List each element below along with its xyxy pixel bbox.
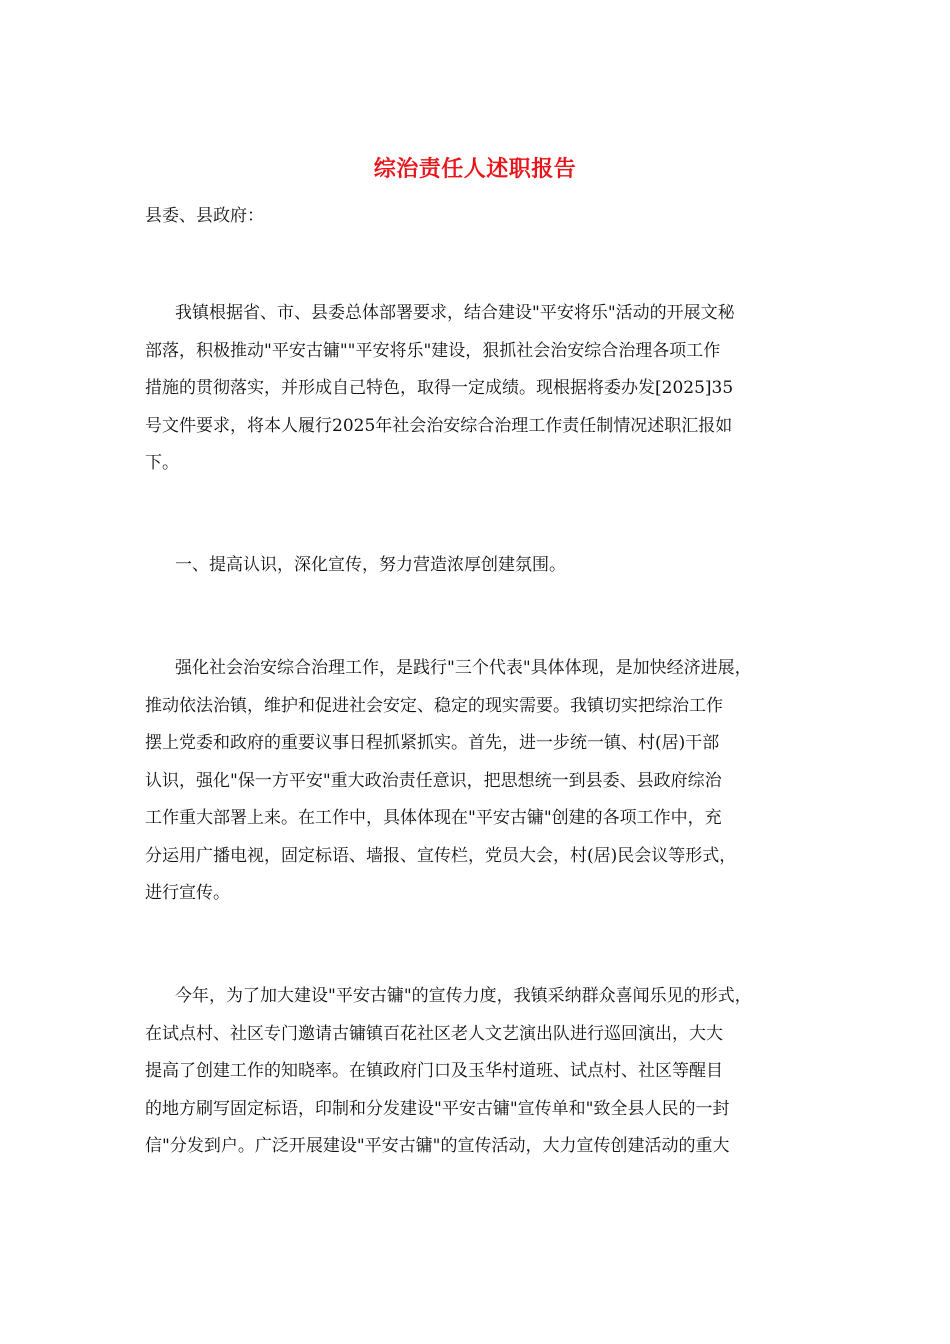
- paragraph-line: 一、提高认识，深化宣传，努力营造浓厚创建氛围。: [175, 555, 566, 575]
- paragraph-line: 进行宣传。: [145, 883, 230, 903]
- paragraph-line: 部落，积极推动"平安古镛""平安将乐"建设，狠抓社会治安综合治理各项工作: [145, 340, 721, 361]
- paragraph-promotion: [145, 978, 810, 1166]
- paragraph-line: 我镇根据省、市、县委总体部署要求，结合建设"平安将乐"活动的开展文秘: [175, 303, 735, 323]
- paragraph-line: 下。: [145, 453, 179, 473]
- salutation: 县委、县政府：: [145, 206, 264, 226]
- paragraph-line: 强化社会治安综合治理工作，是践行"三个代表"具体体现，是加快经济进展，: [175, 658, 752, 678]
- paragraph-line: 工作重大部署上来。在工作中，具体体现在"平安古镛"创建的各项工作中，充: [145, 808, 722, 828]
- document-title: 综治责任人述职报告: [373, 156, 577, 182]
- paragraph-intro: [145, 295, 810, 483]
- paragraph-line: 的地方刷写固定标语，印制和分发建设"平安古镛"宣传单和"致全县人民的一封: [145, 1098, 730, 1119]
- paragraph-awareness: [145, 650, 810, 913]
- paragraph-line: 号文件要求，将本人履行2025年社会治安综合治理工作责任制情况述职汇报如: [145, 415, 733, 436]
- paragraph-line: 信"分发到户。广泛开展建设"平安古镛"的宣传活动，大力宣传创建活动的重大: [145, 1136, 730, 1156]
- paragraph-line: 推动依法治镇，维护和促进社会安定、稳定的现实需要。我镇切实把综治工作: [145, 695, 723, 716]
- paragraph-line: 分运用广播电视，固定标语、墙报、宣传栏，党员大会，村(居)民会议等形式，: [145, 845, 737, 866]
- section-heading-1: [145, 547, 810, 585]
- paragraph-line: 认识，强化"保一方平安"重大政治责任意识，把思想统一到县委、县政府综治: [145, 770, 722, 791]
- paragraph-line: 措施的贯彻落实，并形成自己特色，取得一定成绩。现根据将委办发[2025]35: [145, 378, 734, 398]
- paragraph-line: 提高了创建工作的知晓率。在镇政府门口及玉华村道班、试点村、社区等醒目: [145, 1061, 723, 1081]
- paragraph-line: 在试点村、社区专门邀请古镛镇百花社区老人文艺演出队进行巡回演出，大大: [145, 1023, 723, 1044]
- paragraph-line: 今年，为了加大建设"平安古镛"的宣传力度，我镇采纳群众喜闻乐见的形式，: [175, 986, 752, 1006]
- paragraph-line: 摆上党委和政府的重要议事日程抓紧抓实。首先，进一步统一镇、村(居)干部: [145, 733, 720, 753]
